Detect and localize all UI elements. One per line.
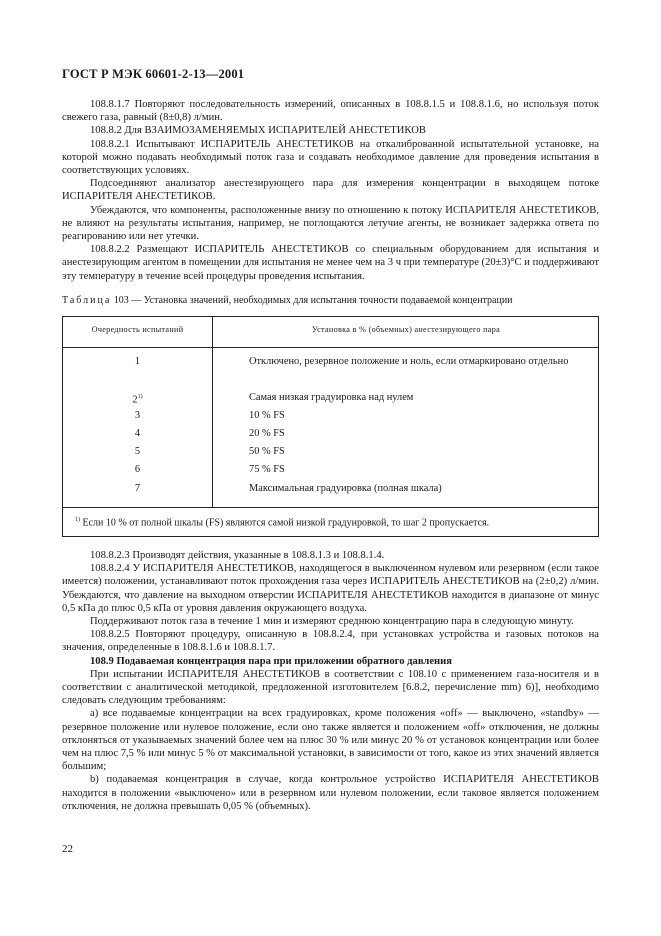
paragraph-108-8-2-1: 108.8.2.1 Испытывают ИСПАРИТЕЛЬ АНЕСТЕТИКОВ на откалиброванной испытательной установке, на которой можно подавать необходимый поток газа и создавать необходимое давление для проведения испытания в соответствующих условиях. — [62, 138, 599, 177]
table-header-order: Очередность испытаний — [91, 325, 184, 334]
table-cell-order: 5 — [134, 446, 141, 457]
table-cell-order: 7 — [134, 483, 141, 494]
table-cell-setting: Отключено, резервное положение и ноль, если отмаркировано отдельно — [249, 356, 569, 367]
paragraph-108-8-2-5: 108.8.2.5 Повторяют процедуру, описанную в 108.8.2.4, при установках устройства и газовых потоков на значения, определенные в 108.8.1.6 и 108.8.1.7. — [62, 629, 599, 654]
paragraph-108-8-1-7: 108.8.1.7 Повторяют последовательность измерений, описанных в 108.8.1.5 и 108.8.1.6, но используя поток свежего газа, равный (8±0,8) л/мин. — [62, 99, 599, 124]
table-footnote — [75, 517, 489, 528]
table-header-setting: Установка в % (объемных) анестезирующего пара — [311, 325, 501, 334]
document-header: ГОСТ Р МЭК 60601-2-13—2001 — [62, 67, 245, 81]
paragraph-check-components: Убеждаются, что компоненты, расположенные внизу по отношению к потоку ИСПАРИТЕЛЯ АНЕСТЕТИКОВ, не влияют на результаты испытания, например, не поглощаются летучие агенты, не возникает задержка ответа по реагированию или нет утечки. — [62, 204, 599, 243]
heading-108-9: 108.9 Подаваемая концентрация пара при приложении обратного давления — [90, 655, 452, 667]
table-cell-setting: Максимальная градуировка (полная шкала) — [249, 483, 442, 494]
paragraph-108-8-2-4: 108.8.2.4 У ИСПАРИТЕЛЯ АНЕСТЕТИКОВ, находящегося в выключенном нулевом или резервном (если такое имеется) положении, устанавливают поток прохождения газа через ИСПАРИТЕЛЬ АНЕСТЕТИКОВ на (2±0,2) л/мин. Убеждаются, что давление на выходном отверстии ИСПАРИТЕЛЯ АНЕСТЕТИКОВ находится в диапазоне от минус 0,5 кПа до плюс 0,5 кПа от уровня давления окружающего воздуха. — [62, 563, 599, 614]
table-cell-setting: Самая низкая градуировка над нулем — [249, 392, 414, 403]
table-caption — [62, 294, 602, 307]
paragraph-item-b: b) подаваемая концентрация в случае, когда контрольное устройство ИСПАРИТЕЛЯ АНЕСТЕТИКОВ находится в положении «выключено» или в резервном или нулевом положении, если таковое является положением отключения, не должна превышать 0,05 % (объемных). — [62, 774, 599, 812]
paragraph-maintain-flow: Поддерживают поток газа в течение 1 мин и измеряют среднюю концентрацию пара в следующую минуту. — [90, 616, 574, 628]
table-header-divider — [63, 347, 598, 348]
table-cell-order: 6 — [134, 464, 141, 475]
paragraph-108-9-intro: При испытании ИСПАРИТЕЛЯ АНЕСТЕТИКОВ в соответствии с 108.10 с применением газа-носителя и в соответствии с аналитической методикой, предложенной изготовителем [6.8.2, перечисление mm) 6)], необходимо следовать следующим требованиям: — [62, 668, 599, 707]
table-cell-setting: 10 % FS — [249, 410, 285, 421]
table-cell-order: 3 — [134, 410, 141, 421]
paragraph-108-8-2-2: 108.8.2.2 Размещают ИСПАРИТЕЛЬ АНЕСТЕТИКОВ со специальным оборудованием для испытания и анестезирующим агентом в помещении для испытания не менее чем на 3 ч при температуре (20±3)°С и поддерживают эту температуру в течение всей процедуры проведения испытания. — [62, 244, 599, 282]
settings-table — [62, 316, 599, 537]
page-number: 22 — [62, 843, 73, 855]
table-cell-setting: 50 % FS — [249, 446, 285, 457]
footnote-mark: 1) — [137, 394, 143, 400]
table-cell-setting: 20 % FS — [249, 428, 285, 439]
bottom-text-block — [62, 549, 599, 813]
table-caption-text: 103 — Установка значений, необходимых для испытания точности подаваемой концентрации — [113, 295, 513, 306]
table-footnote-divider — [63, 507, 598, 508]
table-cell-order: 2$^{1)}$ — [132, 394, 143, 406]
table-cell-order: 4 — [134, 428, 141, 439]
footnote-mark: 1) — [75, 517, 80, 523]
table-cell-setting: 75 % FS — [249, 464, 285, 475]
table-column-divider — [212, 317, 213, 507]
table-caption-prefix: Таблица — [62, 295, 112, 306]
top-text-block — [62, 98, 599, 283]
paragraph-connect-analyzer: Подсоединяют анализатор анестезирующего пара для измерения концентрации в выходящем потоке ИСПАРИТЕЛЯ АНЕСТЕТИКОВ. — [62, 178, 599, 203]
table-cell-order: 1 — [134, 356, 141, 367]
heading-108-8-2: 108.8.2 Для ВЗАИМОЗАМЕНЯЕМЫХ ИСПАРИТЕЛЕЙ АНЕСТЕТИКОВ — [90, 125, 426, 137]
paragraph-108-8-2-3: 108.8.2.3 Производят действия, указанные в 108.8.1.3 и 108.8.1.4. — [90, 550, 385, 561]
paragraph-item-a: а) все подаваемые концентрации на всех градуировках, кроме положения «off» — выключено, «standby» — резервное положение или нулевое положение, если оно также является и положением «off» отключения, не должны отклоняться от указываемых значений более чем на плюс 30 % или минус 20 % от установок концентрации или более чем на плюс 7,5 % или минус 5 % от максимальной установки, в зависимости от того, какое из этих значений является большим; — [62, 708, 599, 773]
table-footnote-text: Если 10 % от полной шкалы (FS) являются самой низкой градуировкой, то шаг 2 пропускается. — [82, 517, 490, 529]
